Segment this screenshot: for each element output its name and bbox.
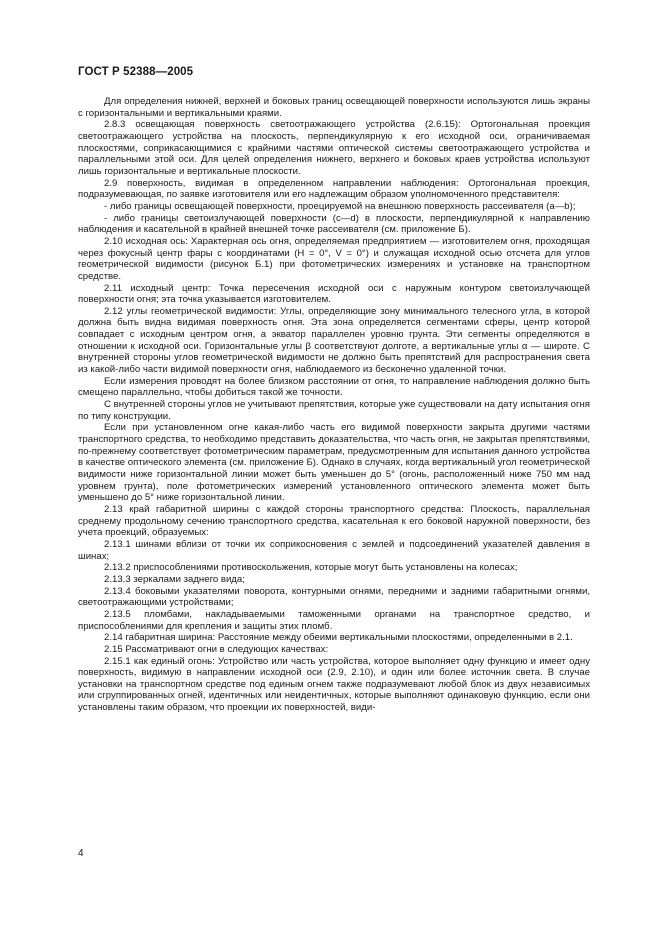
paragraph: 2.13.1 шинами вблизи от точки их соприкосновения с землей и подсоединений указателей давления в шинах; bbox=[78, 538, 590, 562]
document-header: ГОСТ Р 52388—2005 bbox=[78, 66, 194, 78]
paragraph: - либо границы светоизлучающей поверхности (c—d) в плоскости, перпендикулярной к направлению наблюдения и касательной в крайней внешней точке рассеивателя (см. приложение Б). bbox=[78, 212, 590, 236]
paragraph: С внутренней стороны углов не учитывают препятствия, которые уже существовали на дату испытания огня по типу конструкции. bbox=[78, 399, 590, 422]
paragraph: 2.13.3 зеркалами заднего вида; bbox=[104, 573, 245, 585]
page-number: 4 bbox=[78, 848, 84, 859]
paragraph: 2.15 Рассматривают огни в следующих качествах: bbox=[104, 643, 329, 655]
paragraph: 2.12 углы геометрической видимости: Углы, определяющие зону минимального телесного угла, в которой должна быть видна видимая поверхность огня. Эта зона определяется сегментами сферы, центр которой совпадает с исходным центром огня, а экватор параллелен уровню грунта. Эти сегменты определяются в отношении к исходной оси. Горизонтальные углы β соответствуют долготе, а вертикальные углы α — широте. С внутренней стороны углов геометрической видимости не должно быть препятствий для распространения света из какой-либо части видимой поверхности огня, наблюдаемого из бесконечно удаленной точки. bbox=[78, 305, 590, 376]
paragraph: 2.13.2 приспособлениями противоскольжения, которые могут быть установлены на колесах; bbox=[104, 562, 518, 574]
paragraph: 2.14 габаритная ширина: Расстояние между обеими вертикальными плоскостями, определенными в 2.1. bbox=[104, 632, 573, 644]
paragraph: - либо границы освещающей поверхности, проецируемой на внешнюю поверхность рассеивателя (a—b); bbox=[104, 200, 576, 212]
paragraph: Если измерения проводят на более близком расстоянии от огня, то направление наблюдения должно быть смещено параллельно, чтобы добиться такой же точности. bbox=[78, 375, 590, 399]
paragraph: 2.15.1 как единый огонь: Устройство или часть устройства, которое выполняет одну функцию и имеет одну поверхность, видимую в направлении исходной оси (2.9, 2.10), и один или более источник света. В случае установки на транспортном средстве под единым огнем также подразумевают любой блок из двух независимых или сгруппированных огней, идентичных или неидентичных, которые выполняют одинаковую функцию, если они установлены таким образом, что проекции их поверхностей, види- bbox=[78, 655, 590, 714]
paragraph: 2.9 поверхность, видимая в определенном направлении наблюдения: Ортогональная проекция, подразумевающая, по заявке изготовителя или его надлежащим образом уполномоченного представителя: bbox=[78, 177, 590, 201]
paragraph: 2.10 исходная ось: Характерная ось огня, определяемая предприятием — изготовителем огня, проходящая через фокусный центр фары с координатами (H = 0°, V = 0°) и служащая исходной осью отсчета для углов геометрической видимости (рисунок Б.1) при фотометрических измерениях и установке на транспортном средстве. bbox=[78, 235, 590, 282]
paragraph: 2.13.4 боковыми указателями поворота, контурными огнями, передними и задними габаритными огнями, светоотражающими устройствами; bbox=[78, 585, 590, 609]
paragraph: 2.13 край габаритной ширины с каждой стороны транспортного средства: Плоскость, параллельная среднему продольному сечению транспортного средства, касательная к его боковой наружной поверхности, без учета проекций, образуемых: bbox=[78, 503, 590, 539]
paragraph: Если при установленном огне какая-либо часть его видимой поверхности закрыта другими частями транспортного средства, то необходимо представить доказательства, что часть огня, не закрытая препятствиями, по-прежнему соответствует фотометрическим параметрам, предусмотренным для испытания данного устройства в качестве оптического элемента (см. приложение Б). Однако в случаях, когда вертикальный угол геометрической видимости ниже горизонтальной линии может быть уменьшен до 5° (огонь, расположенный ниже 750 мм над уровнем грунта), поле фотометрических измерений установленного оптического элемента может быть уменьшено до 5° ниже горизонтальной линии. bbox=[78, 422, 590, 504]
document-body bbox=[78, 96, 590, 714]
paragraph: Для определения нижней, верхней и боковых границ освещающей поверхности используются лишь экраны с горизонтальными и вертикальными краями. bbox=[78, 96, 590, 119]
paragraph: 2.13.5 пломбами, накладываемыми таможенными органами на транспортное средство, и приспособлениями для крепления и защиты этих пломб. bbox=[78, 608, 590, 632]
paragraph: 2.11 исходный центр: Точка пересечения исходной оси с наружным контуром светоизлучающей поверхности огня; эта точка указывается изготовителем. bbox=[78, 282, 590, 306]
paragraph: 2.8.3 освещающая поверхность светоотражающего устройства (2.6.15): Ортогональная проекция светоотражающего устройства на плоскость, перпендикулярную к его исходной оси, ограничиваемая плоскостями, соприкасающимися с крайними частями оптической системы светоотражающего устройства и параллельными этой оси. Для целей определения нижнего, верхнего и боковых краев устройства используют лишь горизонтальные и вертикальные плоскости. bbox=[78, 119, 590, 177]
